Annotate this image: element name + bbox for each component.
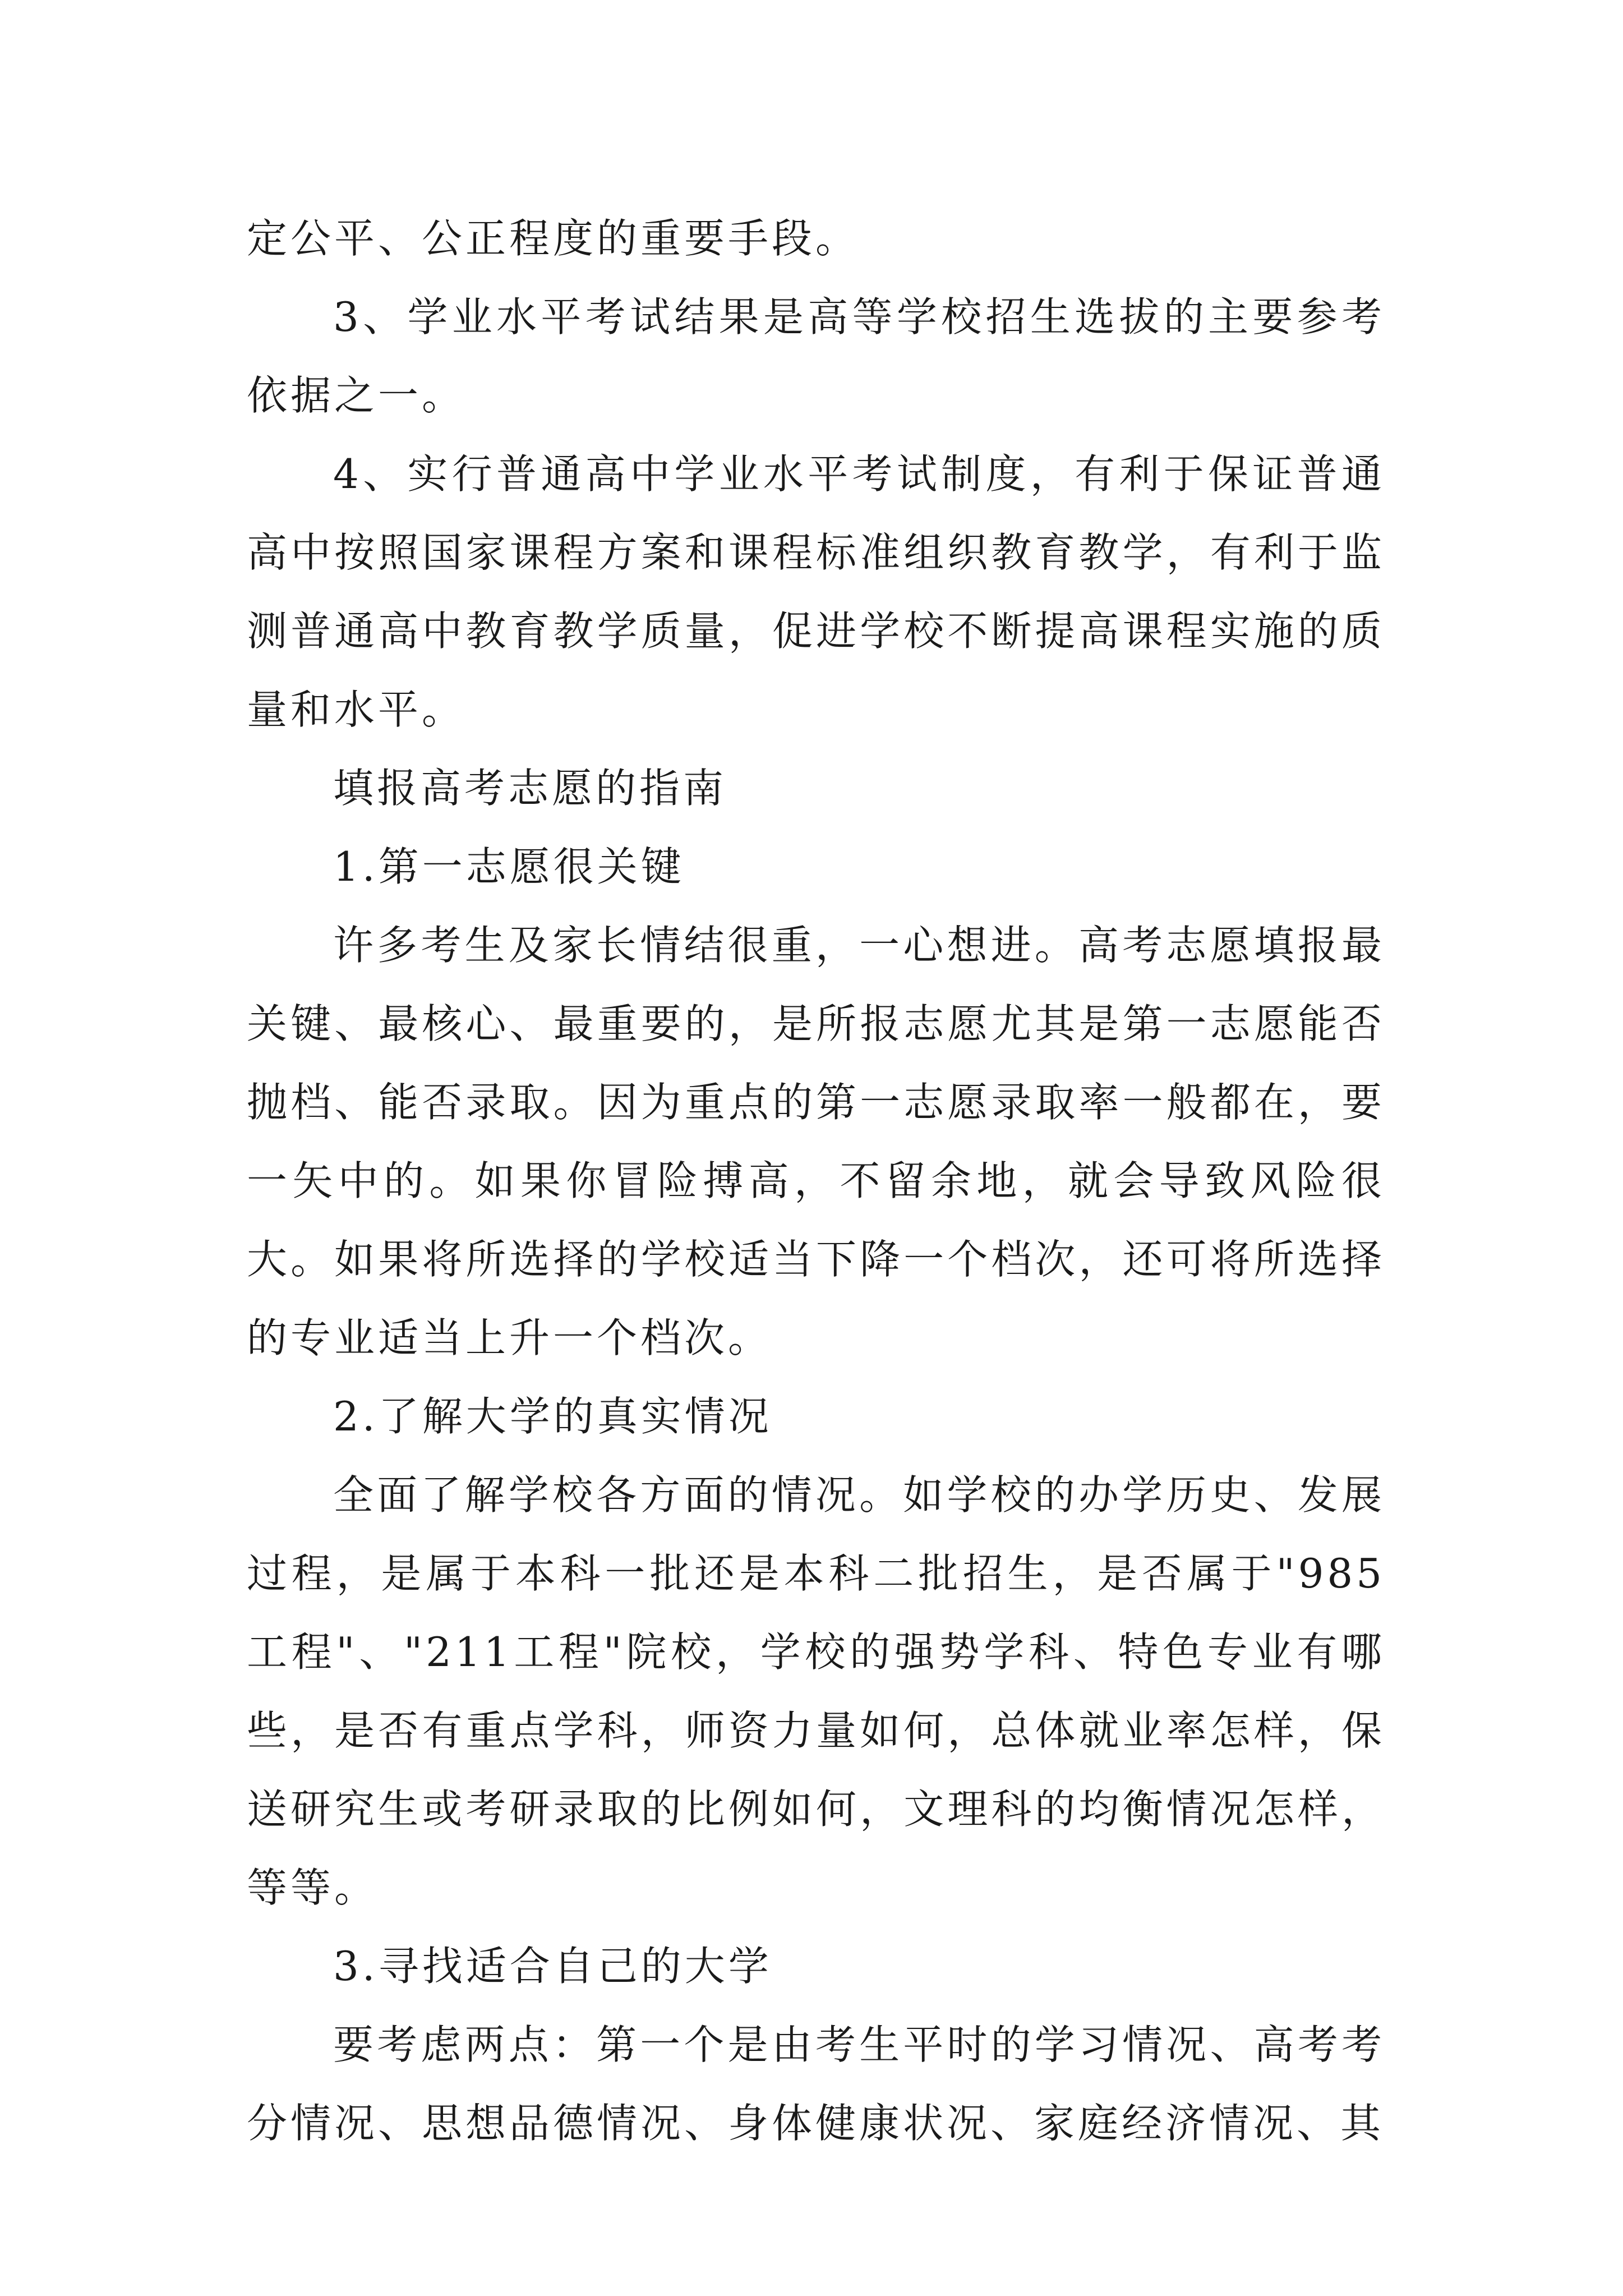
subheading: 3.寻找适合自己的大学 xyxy=(333,1943,772,1990)
paragraph: 许多考生及家长情结很重，一心想进。高考志愿填报最关键、最核心、最重要的，是所报志愿尤其是第一志愿能否抛档、能否录取。因为重点的第一志愿录取率一般都在，要一矢中的。如果你冒险搏高，不留余地，就会导致风险很大。如果将所选择的学校适当下降一个档次，还可将所选择的专业适当上升一个档次。 xyxy=(247,922,1385,1361)
paragraph: 要考虑两点：第一个是由考生平时的学习情况、高考考分情况、思想品德情况、身体健康状况、家庭经济情况、其 xyxy=(247,2021,1385,2147)
paragraph: 全面了解学校各方面的情况。如学校的办学历史、发展过程，是属于本科一批还是本科二批招生，是否属于"985工程"、"211工程"院校，学校的强势学科、特色专业有哪些，是否有重点学科，师资力量如何，总体就业率怎样，保送研究生或考研录取的比例如何，文理科的均衡情况怎样，等等。 xyxy=(247,1471,1385,1911)
document-body xyxy=(247,199,1385,2162)
paragraph: 定公平、公正程度的重要手段。 xyxy=(247,215,860,262)
paragraph: 3、学业水平考试结果是高等学校招生选拔的主要参考依据之一。 xyxy=(247,293,1385,419)
paragraph: 4、实行普通高中学业水平考试制度，有利于保证普通高中按照国家课程方案和课程标准组织教育教学，有利于监测普通高中教育教学质量，促进学校不断提高课程实施的质量和水平。 xyxy=(247,450,1385,733)
subheading: 1.第一志愿很关键 xyxy=(333,843,685,890)
section-heading: 填报高考志愿的指南 xyxy=(333,765,727,812)
subheading: 2.了解大学的真实情况 xyxy=(333,1393,772,1440)
